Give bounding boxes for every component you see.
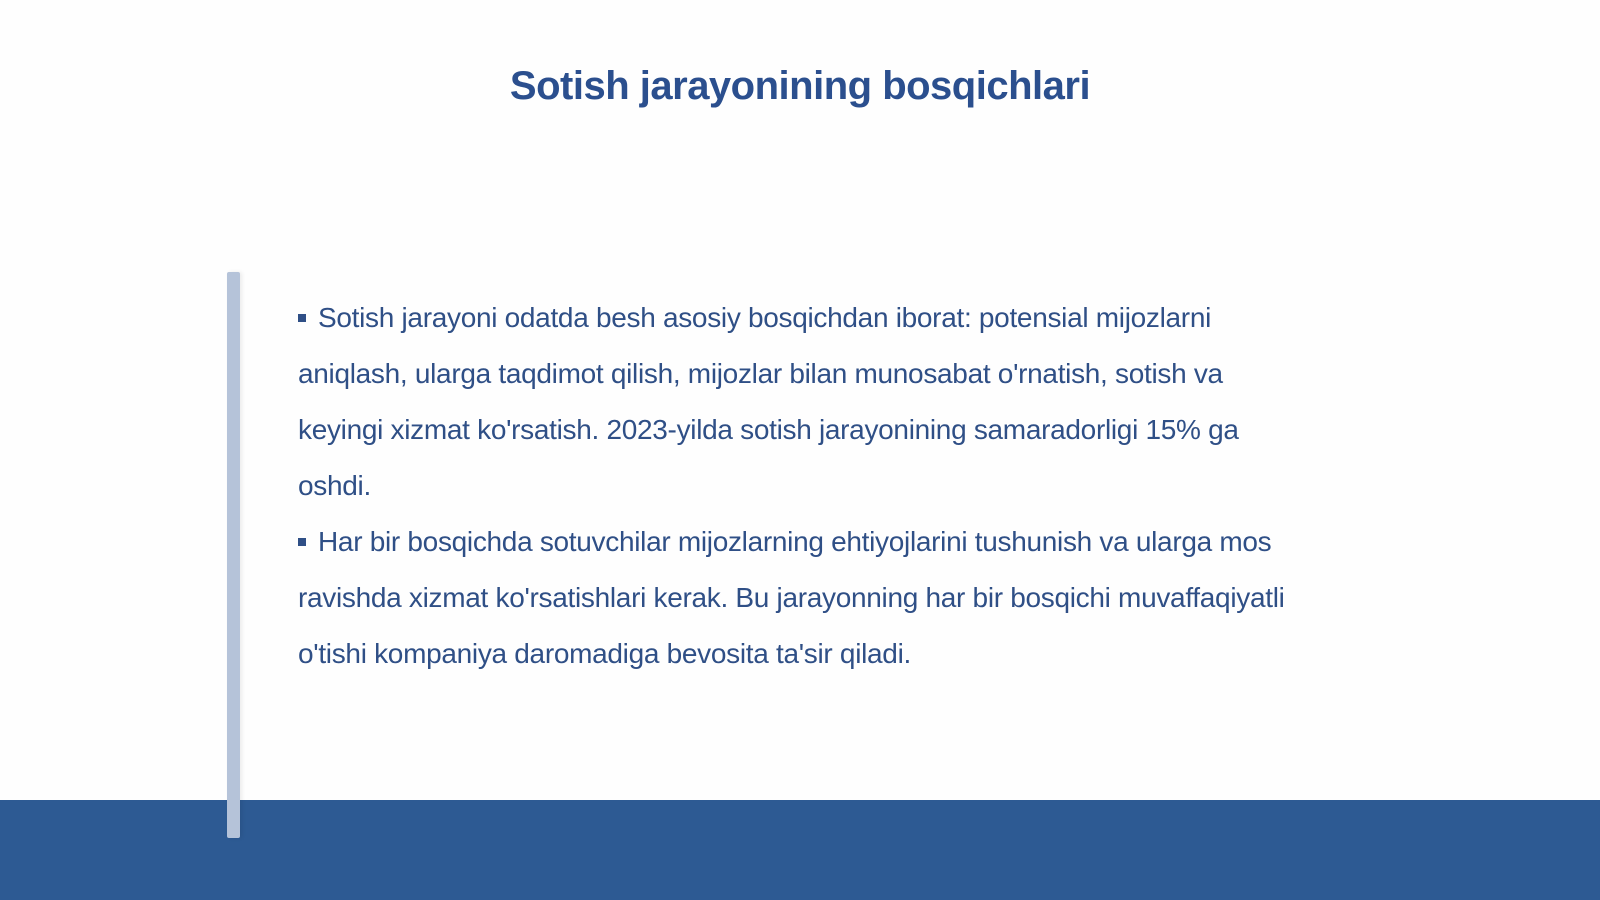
bullet-item (298, 514, 1308, 682)
bullet-text: Sotish jarayoni odatda besh asosiy bosqichdan iborat: potensial mijozlarni aniqlash, ularga taqdimot qilish, mijozlar bilan munosabat o'rnatish, sotish va keyingi xizmat ko'rsatish. 2023-yilda sotish jarayonining samaradorligi 15% ga oshdi. (298, 302, 1239, 501)
footer-band (0, 800, 1600, 900)
bullet-icon (298, 538, 306, 546)
slide-body (298, 290, 1308, 682)
bullet-text: Har bir bosqichda sotuvchilar mijozlarning ehtiyojlarini tushunish va ularga mos ravishda xizmat ko'rsatishlari kerak. Bu jarayonning har bir bosqichi muvaffaqiyatli o'tishi kompaniya daromadiga bevosita ta'sir qiladi. (298, 526, 1285, 669)
bullet-item (298, 290, 1308, 514)
bullet-icon (298, 314, 306, 322)
vertical-accent-bar (227, 272, 240, 838)
slide-title: Sotish jarayonining bosqichlari (509, 64, 1091, 108)
